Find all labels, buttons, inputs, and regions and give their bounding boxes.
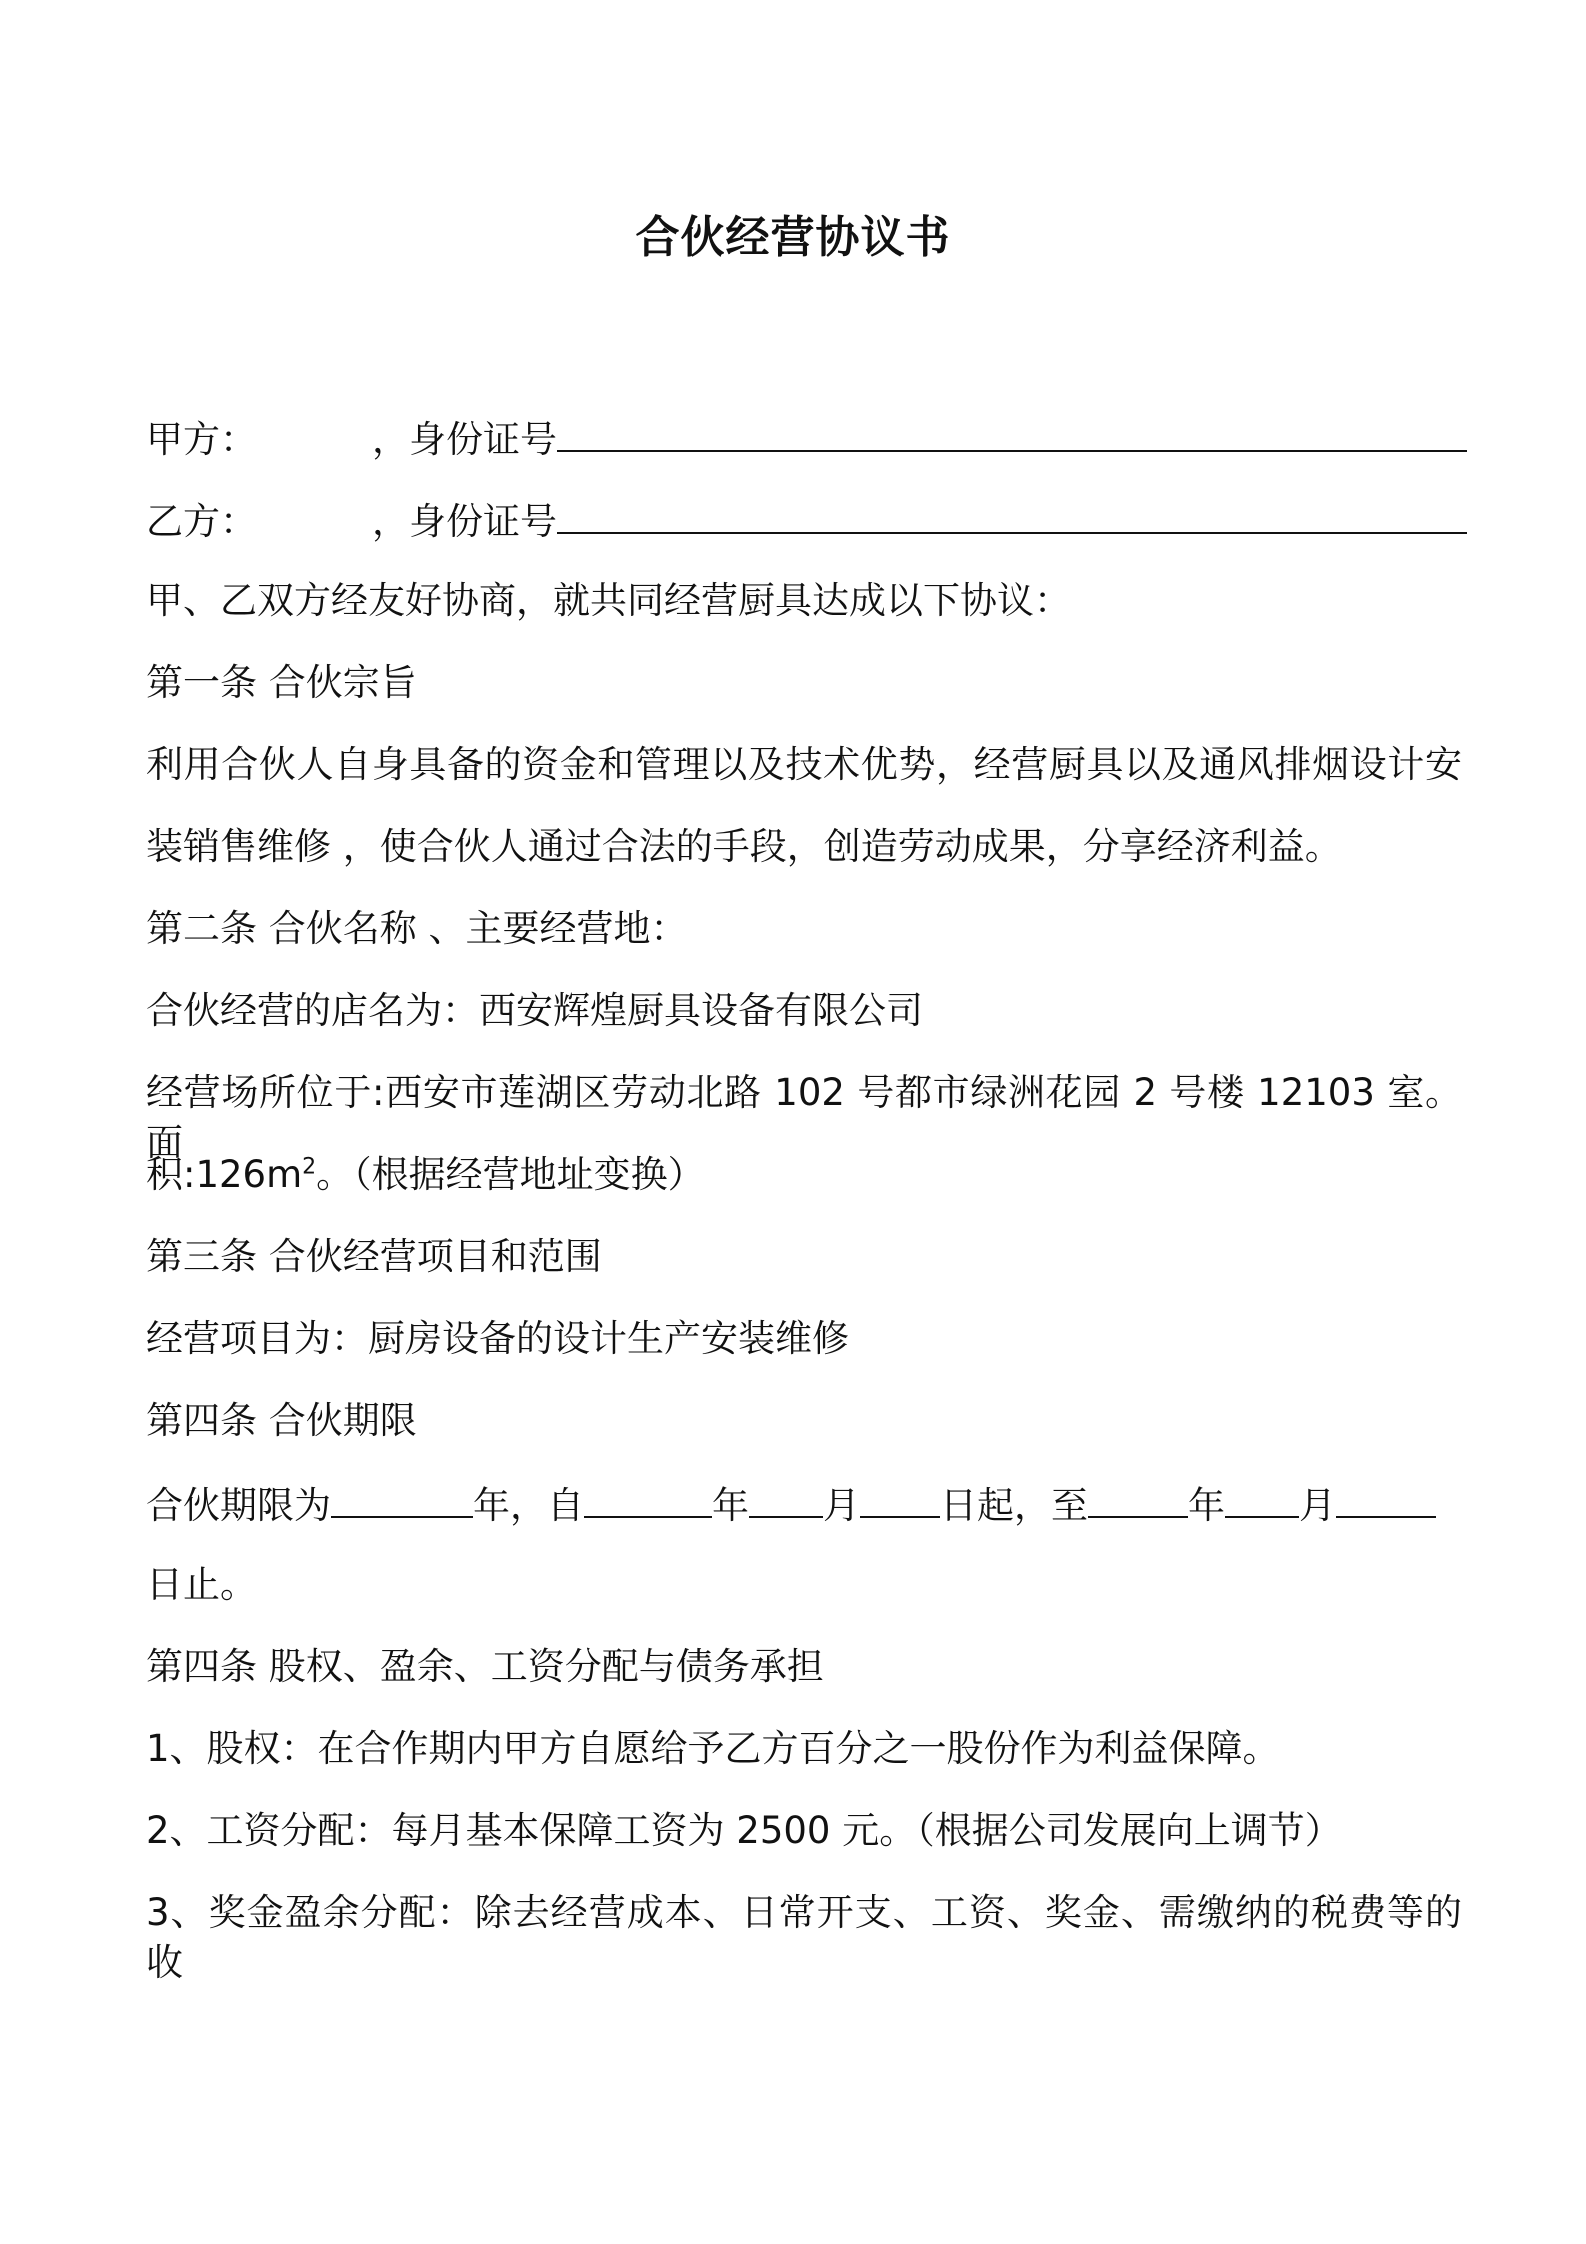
start-month-blank [749, 1478, 823, 1518]
intro-paragraph: 甲、乙双方经友好协商，就共同经营厨具达成以下协议： [146, 579, 1071, 622]
start-day-to-label: 日起，至 [940, 1484, 1088, 1527]
article3-scope: 经营项目为：厨房设备的设计生产安装维修 [146, 1317, 849, 1360]
party-b-line [146, 494, 1462, 547]
article5-heading: 第四条 股权、盈余、工资分配与债务承担 [146, 1645, 824, 1688]
end-year-blank [1088, 1478, 1188, 1518]
start-day-blank [860, 1478, 940, 1518]
term-prefix: 合伙期限为 [146, 1484, 331, 1527]
term-year-from-label: 年，自 [473, 1484, 584, 1527]
article4-term-line [146, 1478, 1462, 1531]
article5-item1: 1、股权：在合作期内甲方自愿给予乙方百分之一股份作为利益保障。 [146, 1727, 1280, 1770]
article5-item2: 2、工资分配：每月基本保障工资为 2500 元。（根据公司发展向上调节） [146, 1809, 1342, 1852]
party-a-line [146, 412, 1462, 465]
document-title: 合伙经营协议书 [635, 212, 951, 263]
start-month-label: 月 [823, 1484, 860, 1527]
end-day-blank [1336, 1478, 1436, 1518]
party-b-label: 乙方： [146, 500, 257, 543]
article4-heading: 第四条 合伙期限 [146, 1399, 417, 1442]
end-month-label: 月 [1299, 1484, 1336, 1527]
article1-text-line2: 装销售维修 ，使合伙人通过合法的手段，创造劳动成果，分享经济利益。 [146, 825, 1342, 868]
start-year-label: 年 [712, 1484, 749, 1527]
article1-heading: 第一条 合伙宗旨 [146, 661, 417, 704]
start-year-blank [584, 1478, 712, 1518]
article5-item3: 3、奖金盈余分配：除去经营成本、日常开支、工资、奖金、需缴纳的税费等的收 [146, 1891, 1462, 1984]
party-b-id-label: ，身份证号 [372, 500, 557, 543]
end-month-blank [1225, 1478, 1299, 1518]
end-year-label: 年 [1188, 1484, 1225, 1527]
article3-heading: 第三条 合伙经营项目和范围 [146, 1235, 602, 1278]
party-a-id-blank [557, 412, 1467, 452]
party-a-label: 甲方： [146, 418, 257, 461]
area-superscript: 2 [302, 1154, 317, 1180]
party-a-id-label: ，身份证号 [372, 418, 557, 461]
article4-term-end: 日止。 [146, 1563, 257, 1606]
area-prefix: 积:126m [146, 1153, 303, 1196]
article2-store-name: 合伙经营的店名为：西安辉煌厨具设备有限公司 [146, 989, 923, 1032]
article2-area-line [146, 1150, 1462, 1200]
term-years-blank [331, 1478, 473, 1518]
area-suffix: 。（根据经营地址变换） [316, 1153, 705, 1196]
article1-text-line1: 利用合伙人自身具备的资金和管理以及技术优势，经营厨具以及通风排烟设计安 [146, 743, 1462, 786]
article2-location-line1: 经营场所位于:西安市莲湖区劳动北路 102 号都市绿洲花园 2 号楼 12103 室。 面 [146, 1071, 1462, 1164]
party-b-id-blank [557, 494, 1467, 534]
article2-heading: 第二条 合伙名称 、主要经营地： [146, 907, 688, 950]
